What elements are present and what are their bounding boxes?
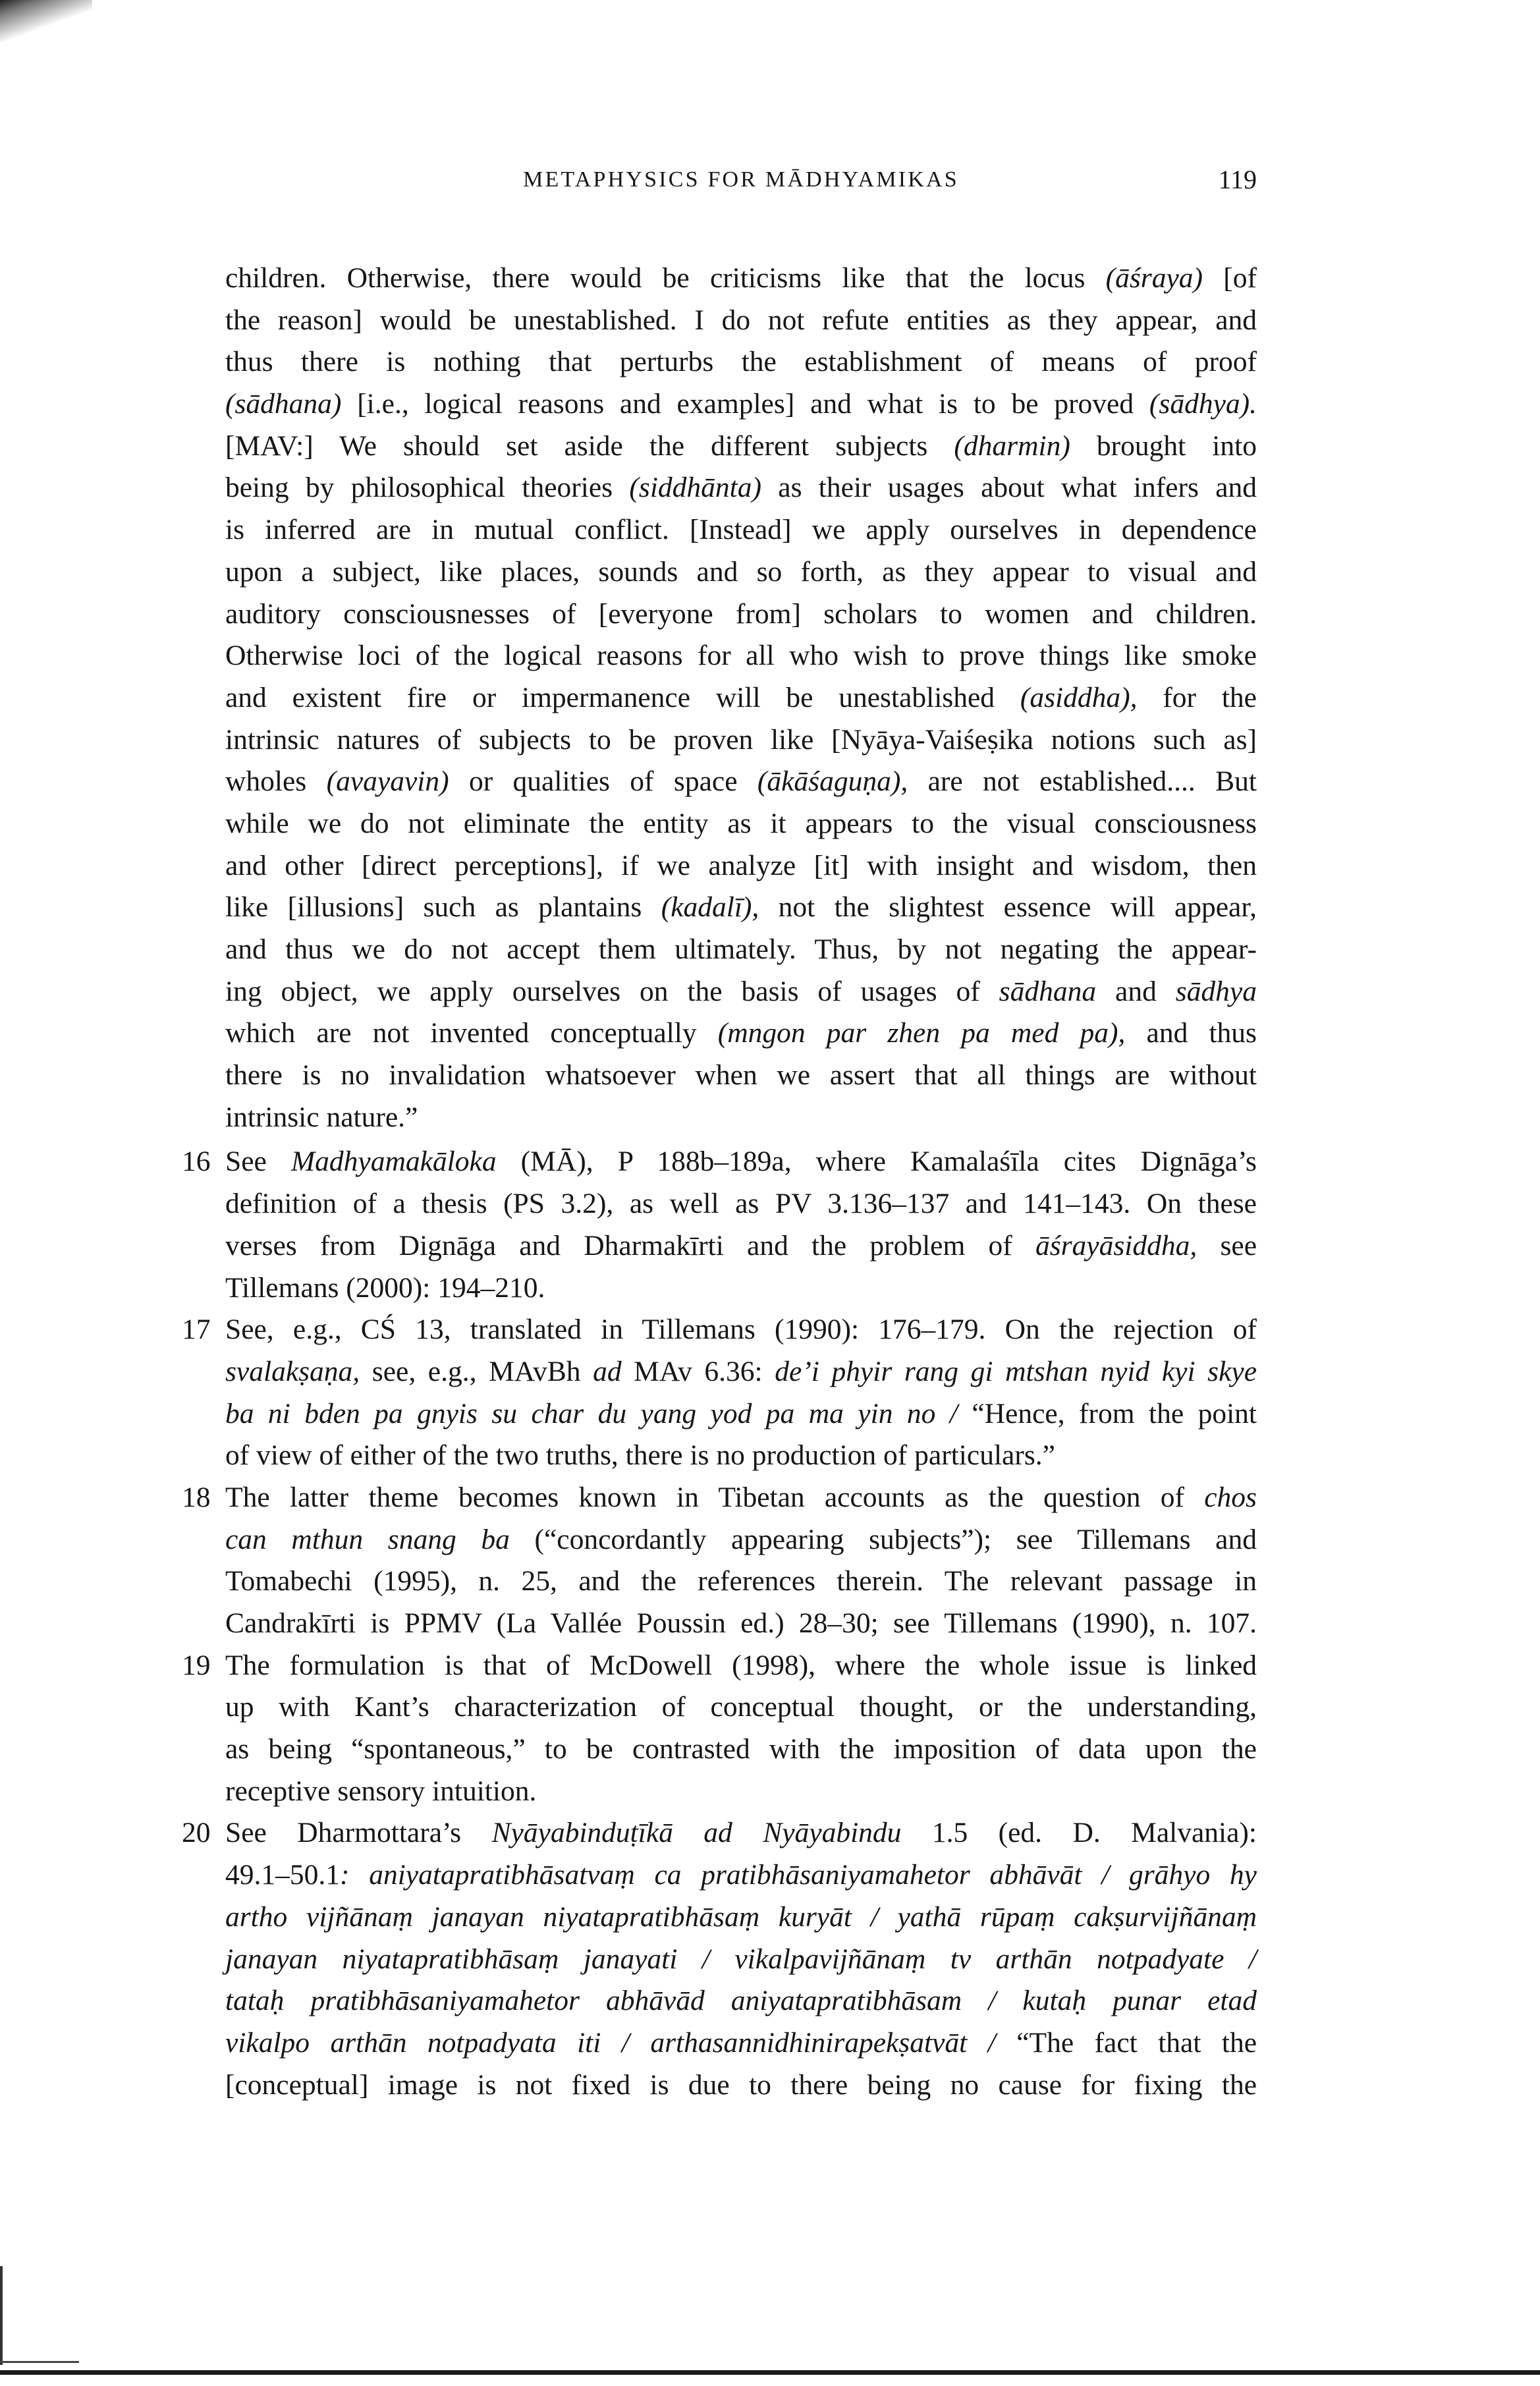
text-line <box>225 1477 1257 1519</box>
text-segment: Candrakīrti is PPMV (La Vallée Poussin ed.) 28–30; see Tillemans (1990), n. 107. <box>225 1607 1257 1639</box>
text-segment: The latter theme becomes known in Tibetan accounts as the question of <box>225 1481 1205 1513</box>
text-segment: (MĀ), P 188b–189a, where Kamalaśīla cites Dignāga’s <box>496 1146 1257 1178</box>
text-segment: The formulation is that of McDowell (1998), where the whole issue is linked <box>225 1649 1257 1681</box>
text-segment: “The fact that the <box>1016 2026 1257 2059</box>
text-segment: 1.5 (ed. D. Malvania): <box>901 1817 1257 1849</box>
running-title: METAPHYSICS FOR MĀDHYAMIKAS <box>523 167 959 192</box>
scan-bottom-border <box>0 2370 1540 2375</box>
text-segment: See Dharmottara’s <box>225 1817 492 1849</box>
text-segment: see <box>1197 1229 1257 1262</box>
italic-term: tataḥ pratibhāsaniyamahetor abhāvād aniyatapratibhāsam / kutaḥ punar etad <box>225 1985 1257 2017</box>
text-line <box>225 1183 1257 1225</box>
footnotes <box>182 1141 1257 2106</box>
text-line <box>225 845 1257 887</box>
text-segment: there is no invalidation whatsoever when we assert that all things are without <box>225 1059 1257 1092</box>
text-line <box>225 761 1257 803</box>
text-line <box>225 300 1257 342</box>
text-line <box>225 1393 1257 1435</box>
text-line <box>225 971 1257 1013</box>
block-quote-paragraph <box>225 258 1257 1138</box>
text-segment: Tomabechi (1995), n. 25, and the references therein. The relevant passage in <box>225 1565 1257 1597</box>
text-segment: auditory consciousnesses of [everyone from] scholars to women and children. <box>225 597 1257 630</box>
text-line <box>225 426 1257 468</box>
text-segment: intrinsic nature.” <box>225 1101 418 1133</box>
text-segment: receptive sensory intuition. <box>225 1775 537 1807</box>
italic-term: svalakṣaṇa, <box>225 1355 360 1387</box>
text-line <box>225 1267 1257 1310</box>
italic-term: Madhyamakāloka <box>290 1146 497 1178</box>
text-segment: like [illusions] such as plantains <box>225 891 661 924</box>
text-segment: which are not invented conceptually <box>225 1017 718 1049</box>
text-line <box>225 1013 1257 1055</box>
text-line <box>225 719 1257 762</box>
italic-term: (sādhana) <box>225 388 342 420</box>
italic-term: artho vijñānaṃ janayan niyatapratibhāsaṃ kuryāt / yathā rūpaṃ cakṣurvijñānaṃ <box>225 1900 1257 1933</box>
text-line <box>225 1686 1257 1729</box>
text-segment: upon a subject, like places, sounds and so forth, as they appear to visual and <box>225 555 1257 588</box>
text-line <box>225 1055 1257 1097</box>
italic-term: (asiddha), <box>1020 681 1138 713</box>
text-segment: while we do not eliminate the entity as it appears to the visual consciousness <box>225 807 1257 839</box>
italic-term: sādhya <box>1175 975 1257 1007</box>
text-line <box>225 594 1257 636</box>
text-segment: and existent fire or impermanence will be unestablished <box>225 681 1020 713</box>
text-line <box>225 258 1257 300</box>
text-segment: Tillemans (2000): 194–210. <box>225 1271 545 1304</box>
text-segment: [MAV:] We should set aside the different subjects <box>225 430 954 462</box>
text-line <box>225 551 1257 594</box>
text-segment: MAv 6.36: <box>621 1355 775 1387</box>
text-line <box>225 1897 1257 1939</box>
footnote-18 <box>182 1477 1257 1645</box>
page-number: 119 <box>1218 165 1257 194</box>
italic-term: (sādhya). <box>1149 388 1257 420</box>
text-segment: wholes <box>225 765 327 798</box>
italic-term: āśrayāsiddha, <box>1035 1229 1197 1262</box>
text-segment: see, e.g., MAvBh <box>360 1355 593 1387</box>
footnote-20 <box>182 1812 1257 2106</box>
italic-term: (siddhānta) <box>629 472 761 504</box>
text-segment: up with Kant’s characterization of conceptual thought, or the understanding, <box>225 1691 1257 1723</box>
text-line <box>225 383 1257 426</box>
text-line <box>225 1351 1257 1393</box>
text-line <box>225 803 1257 845</box>
text-segment: for the <box>1137 681 1257 713</box>
italic-term: : aniyatapratibhāsatvaṃ ca pratibhāsaniyamahetor abhāvāt / grāhyo hy <box>340 1859 1257 1891</box>
footnote-number: 17 <box>182 1314 211 1346</box>
footnote-number: 16 <box>182 1146 211 1178</box>
text-segment: Otherwise loci of the logical reasons for all who wish to prove things like smoke <box>225 640 1257 672</box>
text-segment: and <box>1096 975 1176 1007</box>
text-line <box>225 1097 1257 1139</box>
running-head <box>225 163 1257 196</box>
text-segment: are not established.... But <box>908 765 1257 798</box>
italic-term: sādhana <box>999 975 1097 1007</box>
text-segment: as being “spontaneous,” to be contrasted with the imposition of data upon the <box>225 1733 1257 1765</box>
footnote-17 <box>182 1309 1257 1477</box>
text-line <box>225 1771 1257 1813</box>
italic-term: (kadalī), <box>661 891 759 924</box>
text-line <box>225 1854 1257 1897</box>
text-line <box>225 1980 1257 2022</box>
text-line <box>225 2065 1257 2107</box>
text-segment: definition of a thesis (PS 3.2), as well as PV 3.136–137 and 141–143. On these <box>225 1188 1257 1220</box>
italic-term: (ākāśaguṇa), <box>757 765 908 798</box>
text-segment: See <box>225 1146 291 1178</box>
text-line <box>225 1309 1257 1351</box>
italic-term: (dharmin) <box>954 430 1070 462</box>
footnote-number: 20 <box>182 1817 211 1849</box>
text-segment: is inferred are in mutual conflict. [Instead] we apply ourselves in dependence <box>225 514 1257 546</box>
text-line <box>225 1603 1257 1645</box>
text-segment: intrinsic natures of subjects to be proven like [Nyāya-Vaiśeṣika notions such as] <box>225 723 1257 756</box>
text-segment: or qualities of space <box>449 765 757 798</box>
footnote-number: 19 <box>182 1649 211 1681</box>
text-segment: thus there is nothing that perturbs the establishment of means of proof <box>225 346 1257 378</box>
footnote-19 <box>182 1645 1257 1813</box>
text-line <box>225 635 1257 677</box>
text-segment: and other [direct perceptions], if we analyze [it] with insight and wisdom, then <box>225 849 1257 881</box>
scan-shadow-corner <box>0 0 92 46</box>
scan-edge-mark <box>0 2361 79 2363</box>
text-line <box>225 1645 1257 1687</box>
text-segment: and thus <box>1125 1017 1257 1049</box>
italic-term: chos <box>1204 1481 1257 1513</box>
italic-term: (avayavin) <box>326 765 449 798</box>
footnote-16 <box>182 1141 1257 1309</box>
text-segment: verses from Dignāga and Dharmakīrti and the problem of <box>225 1229 1035 1262</box>
text-segment: as their usages about what infers and <box>761 472 1257 504</box>
text-segment: [conceptual] image is not fixed is due to there being no cause for fixing the <box>225 2068 1257 2101</box>
text-line <box>225 467 1257 509</box>
text-line <box>225 929 1257 971</box>
text-segment: ing object, we apply ourselves on the basis of usages of <box>225 975 999 1007</box>
text-line <box>225 2022 1257 2065</box>
text-line <box>225 887 1257 929</box>
text-segment: 49.1–50.1 <box>225 1859 340 1891</box>
text-segment: [of <box>1203 262 1257 294</box>
text-line <box>225 1225 1257 1267</box>
italic-term: de’i phyir rang gi mtshan nyid kyi skye <box>775 1355 1257 1387</box>
page-body <box>182 258 1257 2106</box>
text-line <box>225 677 1257 719</box>
text-line <box>225 1519 1257 1561</box>
italic-term: (mngon par zhen pa med pa), <box>717 1017 1126 1049</box>
text-segment: being by philosophical theories <box>225 472 630 504</box>
text-segment: “Hence, from the point <box>972 1397 1257 1429</box>
text-segment: children. Otherwise, there would be criticisms like that the locus <box>225 262 1106 294</box>
footnote-number: 18 <box>182 1481 211 1513</box>
text-segment: and thus we do not accept them ultimately. Thus, by not negating the appear- <box>225 933 1257 965</box>
text-segment: not the slightest essence will appear, <box>759 891 1257 924</box>
text-segment: brought into <box>1070 430 1257 462</box>
italic-term: Nyāyabinduṭīkā ad Nyāyabindu <box>491 1817 902 1849</box>
italic-term: vikalpo arthān notpadyata iti / arthasannidhinirapekṣatvāt / <box>225 2026 1017 2059</box>
text-line <box>225 509 1257 551</box>
text-line <box>225 1939 1257 1981</box>
italic-term: ba ni bden pa gnyis su char du yang yod pa ma yin no / <box>225 1397 972 1429</box>
text-segment: the reason] would be unestablished. I do not refute entities as they appear, and <box>225 304 1257 336</box>
scan-edge-mark <box>0 2266 3 2365</box>
text-segment: of view of either of the two truths, there is no production of particulars.” <box>225 1439 1055 1472</box>
text-line <box>225 1729 1257 1771</box>
text-line <box>225 341 1257 383</box>
text-segment: See, e.g., CŚ 13, translated in Tillemans (1990): 176–179. On the rejection of <box>225 1314 1257 1346</box>
text-segment: (“concordantly appearing subjects”); see Tillemans and <box>509 1523 1257 1555</box>
italic-term: janayan niyatapratibhāsaṃ janayati / vikalpavijñānaṃ tv arthān notpadyate / <box>225 1943 1257 1975</box>
italic-term: ad <box>593 1355 622 1387</box>
text-line <box>225 1812 1257 1854</box>
text-line <box>225 1435 1257 1477</box>
text-line <box>225 1141 1257 1183</box>
italic-term: (āśraya) <box>1105 262 1203 294</box>
text-segment: [i.e., logical reasons and examples] and what is to be proved <box>341 388 1149 420</box>
text-line <box>225 1561 1257 1603</box>
italic-term: can mthun snang ba <box>225 1523 510 1555</box>
